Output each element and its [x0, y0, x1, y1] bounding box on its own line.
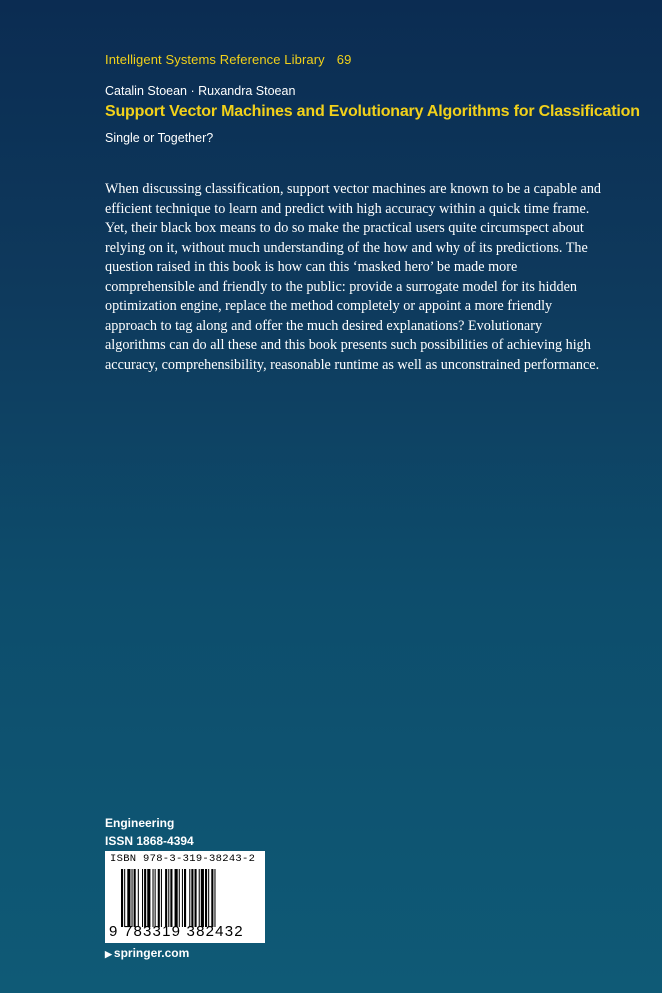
barcode-bar	[168, 869, 169, 927]
isbn-text: ISBN 978-3-319-38243-2	[110, 853, 256, 865]
barcode-bar	[142, 869, 143, 927]
barcode-bar	[211, 869, 213, 927]
publisher-link[interactable]	[105, 946, 189, 960]
barcode-bar	[201, 869, 204, 927]
arrow-right-icon: ▶	[105, 949, 112, 959]
barcode-bar	[205, 869, 207, 927]
barcode-bar	[147, 869, 150, 927]
book-subtitle: Single or Together?	[105, 131, 214, 145]
barcode-bar	[195, 869, 197, 927]
authors: Catalin Stoean · Ruxandra Stoean	[105, 84, 296, 98]
blurb-text: When discussing classification, support vector machines are known to be a capable and efficient technique to learn and predict with high accuracy within a quick time frame. Yet, their black box means to do so make the practical users quite circumspect about relying on it, without much understanding of the how and why of its predictions. The question raised in this book is how can this ‘masked hero’ be made more comprehensible and friendly to the public: provide a surrogate model for its hidden optimization engine, replace the method completely or appoint a more friendly approach to tag along and offer the much desired explanations? Evolutionary algorithms can do all these and this book presents such possibilities of achieving high accuracy, comprehensibility, reasonable runtime as well as unconstrained performance.	[105, 181, 602, 373]
barcode-bar	[158, 869, 160, 927]
series-name: Intelligent Systems Reference Library	[105, 52, 325, 67]
barcode-bar	[165, 869, 167, 927]
barcode-bar	[199, 869, 200, 927]
series-line	[105, 52, 351, 67]
barcode-bar	[214, 869, 215, 927]
book-title: Support Vector Machines and Evolutionary Algorithms for Classification	[105, 103, 640, 120]
barcode-bar	[153, 869, 154, 927]
publisher-link-text: springer.com	[113, 946, 190, 960]
barcode-bar	[161, 869, 162, 927]
barcode-bars	[121, 869, 261, 927]
barcode-bar	[208, 869, 209, 927]
barcode-bar	[121, 869, 123, 927]
barcode-bar	[182, 869, 183, 927]
barcode-bar	[134, 869, 136, 927]
ean-digits: 9 783319 382432	[109, 923, 244, 940]
barcode-bar	[138, 869, 139, 927]
barcode	[105, 851, 265, 943]
issn-label: ISSN 1868-4394	[105, 834, 194, 848]
series-volume: 69	[336, 52, 352, 67]
barcode-bar	[170, 869, 172, 927]
barcode-bar	[179, 869, 180, 927]
category-label: Engineering	[105, 816, 175, 830]
barcode-bar	[184, 869, 186, 927]
barcode-bar	[132, 869, 133, 927]
barcode-bar	[124, 869, 125, 927]
barcode-bar	[127, 869, 130, 927]
barcode-bar	[175, 869, 178, 927]
barcode-bar	[191, 869, 193, 927]
barcode-bar	[155, 869, 156, 927]
barcode-bar	[144, 869, 146, 927]
barcode-bar	[189, 869, 190, 927]
